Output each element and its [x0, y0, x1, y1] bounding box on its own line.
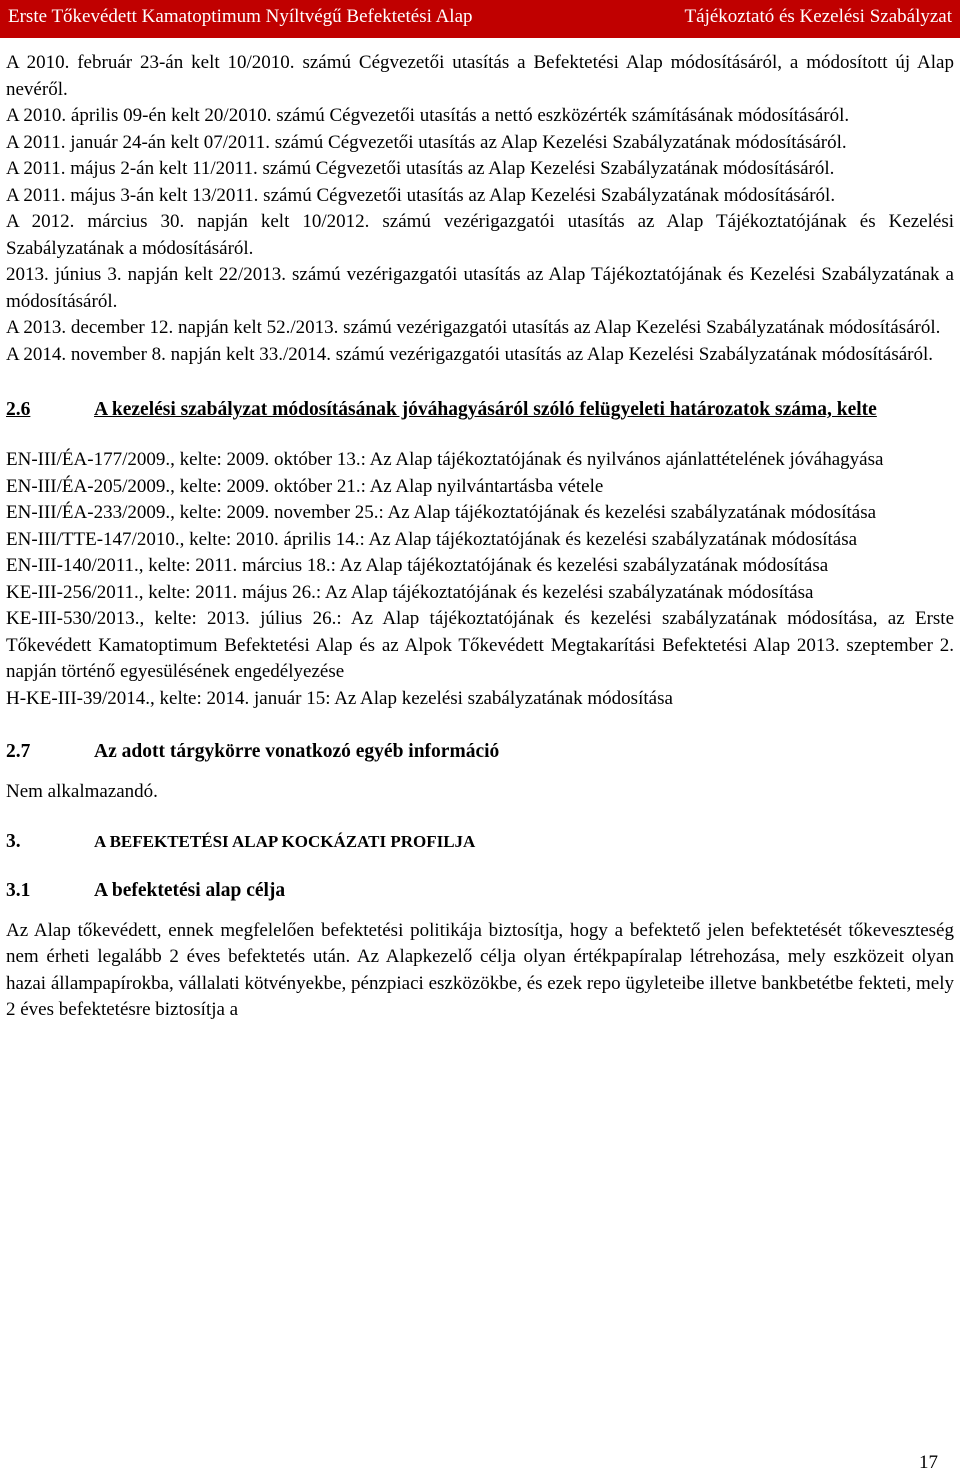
modification-item: A 2013. december 12. napján kelt 52./2013. számú vezérigazgatói utasítás az Alap Kezelési Szabályzatának módosításáról. [6, 317, 941, 338]
modification-item: A 2011. május 2-án kelt 11/2011. számú Cégvezetői utasítás az Alap Kezelési Szabályzatának módosításáról. [6, 158, 835, 179]
resolution-item: EN-III/ÉA-233/2009., kelte: 2009. november 25.: Az Alap tájékoztatójának és kezelési szabályzatának módosítása [6, 502, 877, 523]
page-content [6, 50, 954, 1024]
section-number: 2.6 [6, 399, 31, 420]
header-fund-name: Erste Tőkevédett Kamatoptimum Nyíltvégű Befektetési Alap [8, 6, 473, 27]
section-2-7-heading [6, 738, 954, 765]
resolution-item: KE-III-256/2011., kelte: 2011. május 26.: Az Alap tájékoztatójának és kezelési szabályzatának módosítása [6, 581, 814, 603]
resolution-item: EN-III/ÉA-205/2009., kelte: 2009. október 21.: Az Alap nyilvántartásba vétele [6, 475, 604, 497]
modification-item: A 2011. január 24-án kelt 07/2011. számú Cégvezetői utasítás az Alap Kezelési Szabályzatának módosításáról. [6, 131, 847, 153]
resolution-list [6, 447, 954, 712]
resolution-item: H-KE-III-39/2014., kelte: 2014. január 15: Az Alap kezelési szabályzatának módosítása [6, 687, 673, 709]
section-title: A kezelési szabályzat módosításának jóváhagyásáról szóló felügyeleti határozatok száma, kelte [94, 399, 877, 420]
section-3-heading [6, 828, 954, 855]
resolution-item: EN-III-140/2011., kelte: 2011. március 18.: Az Alap tájékoztatójának és kezelési szabályzatának módosítása [6, 555, 829, 576]
modification-item: A 2014. november 8. napján kelt 33./2014. számú vezérigazgatói utasítás az Alap Kezelési Szabályzatának módosításáról. [6, 343, 934, 365]
section-title: A BEFEKTETÉSI ALAP KOCKÁZATI PROFILJA [94, 831, 476, 851]
section-title: Az adott tárgykörre vonatkozó egyéb információ [94, 741, 500, 762]
section-3-1-body: Az Alap tőkevédett, ennek megfelelően befektetési politikája biztosítja, hogy a befektető jelen befektetését tőkeveszteség nem érheti legalább 2 éves befektetés után. Az Alapkezelő célja olyan értékpapíralap létrehozása, mely eszközeit olyan hazai állampapírokba, vállalati kötvényekbe, pénzpiaci eszközökbe, és ezek repo ügyleteibe illetve bankbetétbe fekteti, mely 2 éves befektetésre biztosítja a [6, 919, 955, 1020]
section-number: 3.1 [6, 879, 31, 901]
page-number: 17 [919, 1452, 938, 1473]
header-doc-type: Tájékoztató és Kezelési Szabályzat [684, 6, 952, 27]
modification-item: A 2012. március 30. napján kelt 10/2012. számú vezérigazgatói utasítás az Alap Tájékoztatójának és Kezelési Szabályzatának a módosításáról. [6, 211, 954, 259]
section-number: 3. [6, 830, 21, 852]
resolution-item: EN-III/ÉA-177/2009., kelte: 2009. október 13.: Az Alap tájékoztatójának és nyilvános ajánlattételének jóváhagyása [6, 449, 884, 470]
section-2-7-body: Nem alkalmazandó. [6, 781, 158, 802]
modification-item: A 2011. május 3-án kelt 13/2011. számú Cégvezetői utasítás az Alap Kezelési Szabályzatának módosításáról. [6, 184, 836, 206]
modification-item: 2013. június 3. napján kelt 22/2013. számú vezérigazgatói utasítás az Alap Tájékoztatójának és Kezelési Szabályzatának a módosításáról. [6, 264, 954, 312]
modification-item: A 2010. április 09-én kelt 20/2010. számú Cégvezetői utasítás a nettó eszközérték számításának módosításáról. [6, 105, 850, 126]
section-number: 2.7 [6, 741, 31, 762]
section-3-1-heading [6, 877, 954, 904]
resolution-item: KE-III-530/2013., kelte: 2013. július 26.: Az Alap tájékoztatójának és kezelési szabályzatának módosítása, az Erste Tőkevédett Kamatoptimum Befektetési Alap és az Alpok Tőkevédett Megtakarítási Befektetési Alap 2013. szeptember 2. napján történő egyesülésének engedélyezése [6, 608, 954, 682]
resolution-item: EN-III/TTE-147/2010., kelte: 2010. április 14.: Az Alap tájékoztatójának és kezelési szabályzatának módosítása [6, 528, 858, 550]
modification-item: A 2010. február 23-án kelt 10/2010. számú Cégvezetői utasítás a Befektetési Alap módosításáról, a módosított új Alap nevéről. [6, 52, 954, 100]
document-header [0, 0, 960, 38]
section-2-6-heading [6, 396, 954, 423]
modification-list [6, 50, 954, 368]
section-title: A befektetési alap célja [94, 879, 286, 901]
